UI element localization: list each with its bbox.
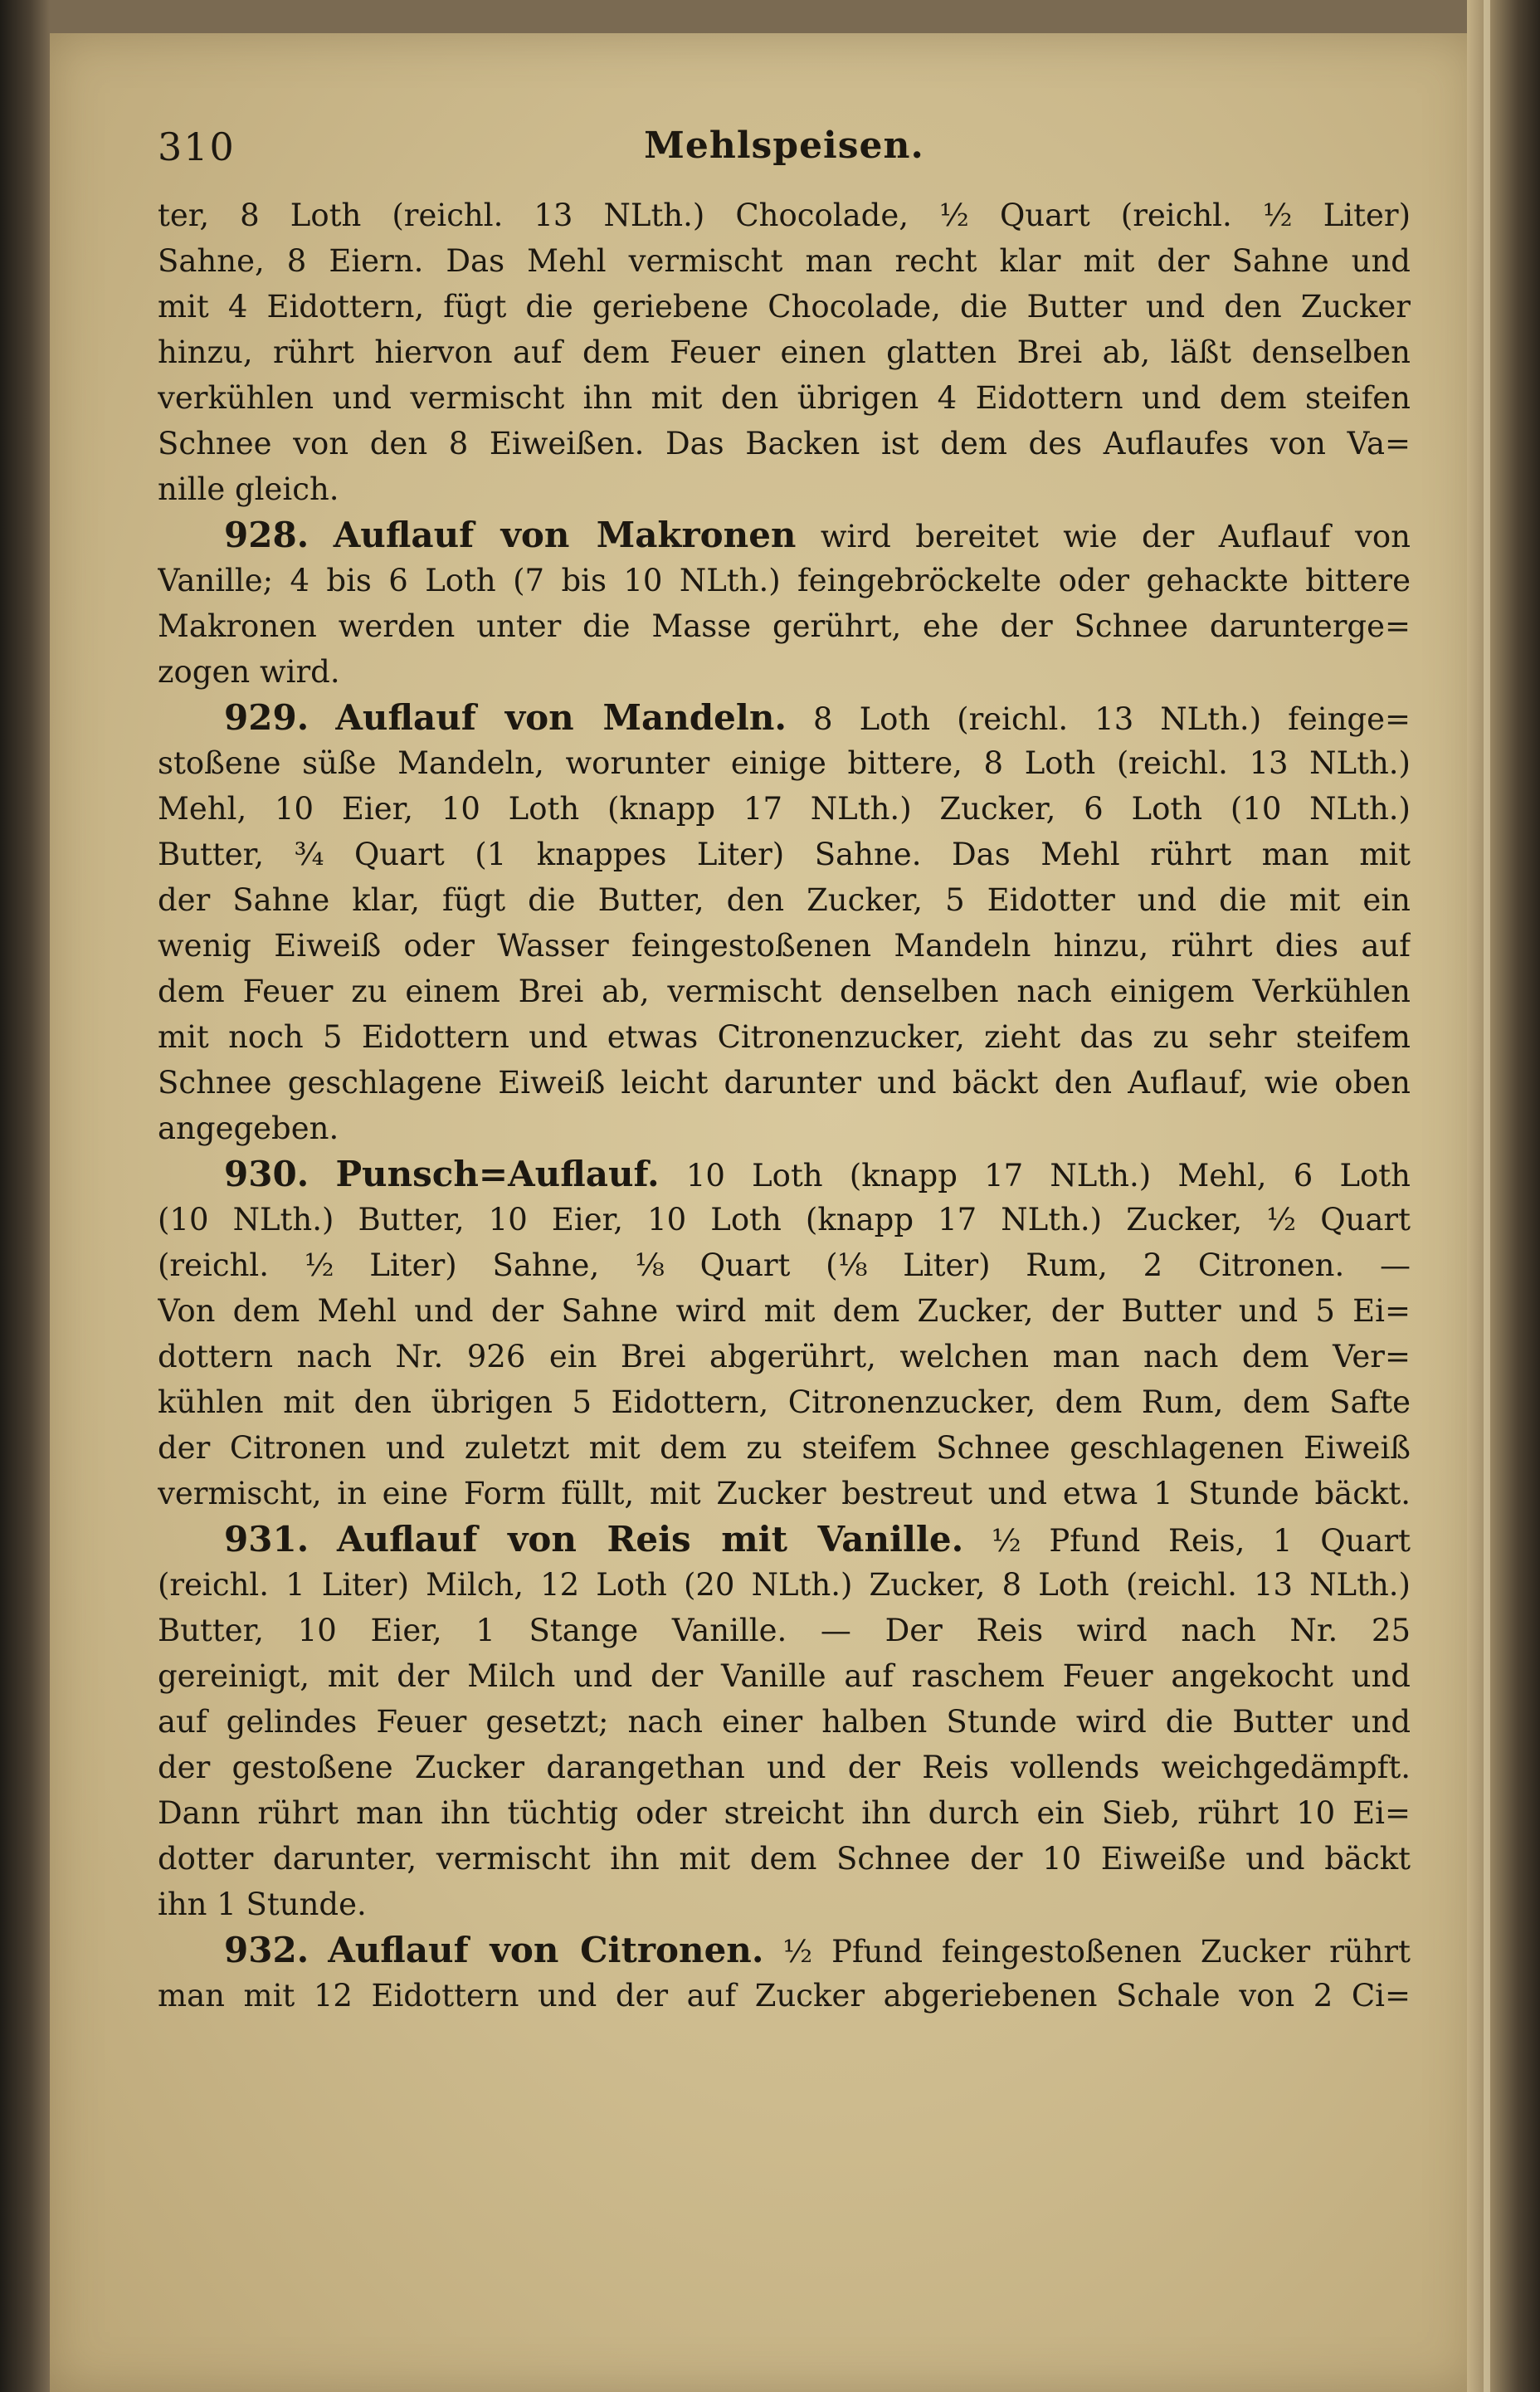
book-gutter <box>1467 0 1540 2392</box>
text-line: Makronen werden unter die Masse gerührt, ehe der Schnee darunterge= <box>158 608 1411 644</box>
text-line: gereinigt, mit der Milch und der Vanille auf raschem Feuer angekocht und <box>158 1658 1411 1694</box>
text-line: mit 4 Eidottern, fügt die geriebene Chocolade, die Butter und den Zucker <box>158 289 1411 325</box>
recipe-number: 929. <box>224 697 309 738</box>
recipe-heading-line <box>158 512 1411 558</box>
text-line: Butter, 10 Eier, 1 Stange Vanille. — Der Reis wird nach Nr. 25 <box>158 1613 1411 1648</box>
text-line: ihn 1 Stunde. <box>158 1887 367 1922</box>
page-number: 310 <box>158 124 236 169</box>
text-line: dotter darunter, vermischt ihn mit dem Schnee der 10 Eiweiße und bäckt <box>158 1841 1411 1877</box>
recipe-title: Auflauf von Mandeln. <box>335 697 787 738</box>
text-line: Schnee geschlagene Eiweiß leicht darunter und bäckt den Auflauf, wie oben <box>158 1065 1411 1101</box>
running-title: Mehlspeisen. <box>644 124 924 167</box>
text-line: vermischt, in eine Form füllt, mit Zucker bestreut und etwa 1 Stunde bäckt. <box>158 1476 1411 1511</box>
text-line: (reichl. ½ Liter) Sahne, ⅛ Quart (⅛ Liter) Rum, 2 Citronen. — <box>158 1247 1411 1283</box>
text-line: der gestoßene Zucker darangethan und der Reis vollends weichgedämpft. <box>158 1750 1411 1785</box>
text-line: Sahne, 8 Eiern. Das Mehl vermischt man recht klar mit der Sahne und <box>158 243 1411 279</box>
text-line: der Sahne klar, fügt die Butter, den Zucker, 5 Eidotter und die mit ein <box>158 882 1411 918</box>
recipe-number: 931. <box>224 1519 309 1560</box>
recipe-title: Auflauf von Makronen <box>333 515 797 555</box>
recipe-number: 928. <box>224 515 309 555</box>
text-line: Mehl, 10 Eier, 10 Loth (knapp 17 NLth.) Zucker, 6 Loth (10 NLth.) <box>158 791 1411 827</box>
left-page-shadow <box>0 0 50 2392</box>
text-line: Butter, ¾ Quart (1 knappes Liter) Sahne. Das Mehl rührt man mit <box>158 837 1411 872</box>
text-line: man mit 12 Eidottern und der auf Zucker abgeriebenen Schale von 2 Ci= <box>158 1978 1411 2014</box>
text-line: nille gleich. <box>158 471 339 507</box>
recipe-text: wird bereitet wie der Auflauf von <box>820 519 1411 554</box>
text-line: Von dem Mehl und der Sahne wird mit dem Zucker, der Butter und 5 Ei= <box>158 1293 1411 1329</box>
text-line: Schnee von den 8 Eiweißen. Das Backen ist dem des Auflaufes von Va= <box>158 426 1411 461</box>
recipe-heading-line <box>158 695 1411 740</box>
text-line: Vanille; 4 bis 6 Loth (7 bis 10 NLth.) feingebröckelte oder gehackte bittere <box>158 563 1411 598</box>
page-content <box>158 124 1411 2019</box>
gutter-edge <box>1484 0 1490 2392</box>
recipe-title: Punsch=Auflauf. <box>335 1154 660 1194</box>
recipe-text: ½ Pfund feingestoßenen Zucker rührt <box>782 1934 1411 1970</box>
text-line: (10 NLth.) Butter, 10 Eier, 10 Loth (knapp 17 NLth.) Zucker, ½ Quart <box>158 1202 1411 1237</box>
text-line: angegeben. <box>158 1111 339 1146</box>
recipe-text: 8 Loth (reichl. 13 NLth.) feinge= <box>813 701 1411 737</box>
text-line: auf gelindes Feuer gesetzt; nach einer halben Stunde wird die Butter und <box>158 1704 1411 1740</box>
recipe-text: ½ Pfund Reis, 1 Quart <box>991 1523 1411 1559</box>
recipe-number: 932. <box>224 1930 309 1970</box>
text-line: dottern nach Nr. 926 ein Brei abgerührt, welchen man nach dem Ver= <box>158 1339 1411 1374</box>
text-line: hinzu, rührt hiervon auf dem Feuer einen glatten Brei ab, läßt denselben <box>158 334 1411 370</box>
recipe-heading-line <box>158 1516 1411 1562</box>
recipe-number: 930. <box>224 1154 309 1194</box>
recipe-title: Auflauf von Reis mit Vanille. <box>336 1519 964 1560</box>
recipe-text: 10 Loth (knapp 17 NLth.) Mehl, 6 Loth <box>685 1158 1411 1194</box>
text-line: wenig Eiweiß oder Wasser feingestoßenen Mandeln hinzu, rührt dies auf <box>158 928 1411 964</box>
text-line: Dann rührt man ihn tüchtig oder streicht ihn durch ein Sieb, rührt 10 Ei= <box>158 1795 1411 1831</box>
body-text <box>158 193 1411 2019</box>
recipe-title: Auflauf von Citronen. <box>328 1930 764 1970</box>
running-head <box>158 124 1411 191</box>
recipe-heading-line <box>158 1927 1411 1973</box>
text-line: mit noch 5 Eidottern und etwas Citronenzucker, zieht das zu sehr steifem <box>158 1019 1411 1055</box>
text-line: verkühlen und vermischt ihn mit den übrigen 4 Eidottern und dem steifen <box>158 380 1411 416</box>
text-line: (reichl. 1 Liter) Milch, 12 Loth (20 NLth.) Zucker, 8 Loth (reichl. 13 NLth.) <box>158 1567 1411 1603</box>
recipe-heading-line <box>158 1151 1411 1197</box>
text-line: ter, 8 Loth (reichl. 13 NLth.) Chocolade, ½ Quart (reichl. ½ Liter) <box>158 198 1411 233</box>
text-line: kühlen mit den übrigen 5 Eidottern, Citronenzucker, dem Rum, dem Safte <box>158 1384 1411 1420</box>
text-line: der Citronen und zuletzt mit dem zu steifem Schnee geschlagenen Eiweiß <box>158 1430 1411 1466</box>
text-line: zogen wird. <box>158 654 340 690</box>
text-line: stoßene süße Mandeln, worunter einige bittere, 8 Loth (reichl. 13 NLth.) <box>158 745 1411 781</box>
text-line: dem Feuer zu einem Brei ab, vermischt denselben nach einigem Verkühlen <box>158 974 1411 1009</box>
